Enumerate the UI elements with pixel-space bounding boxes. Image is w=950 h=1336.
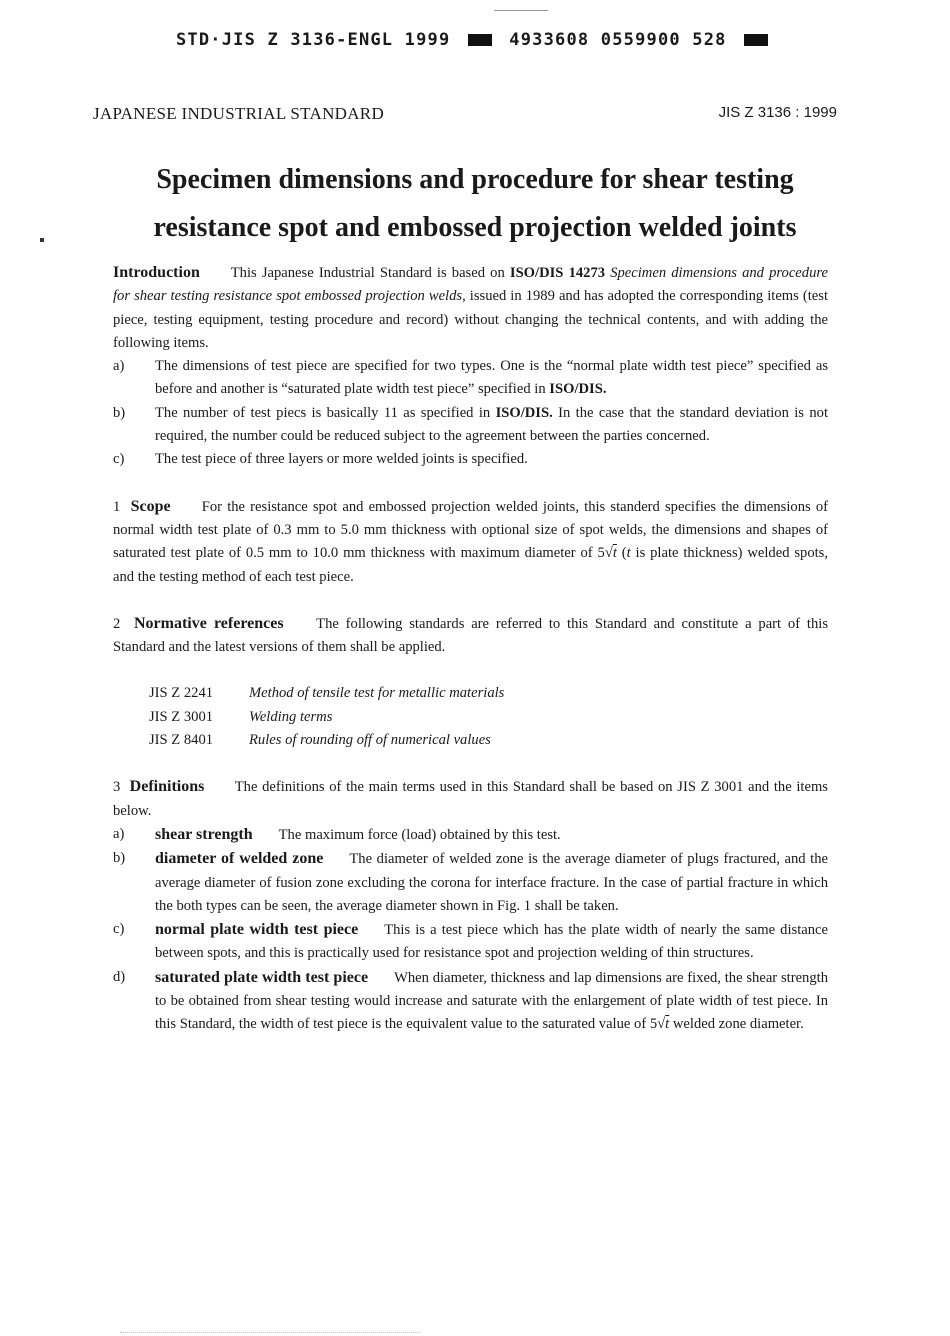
list-label: a) bbox=[113, 358, 125, 375]
sqrt-coef: 5 bbox=[649, 1016, 658, 1033]
list-item bbox=[113, 448, 828, 471]
definition-item bbox=[113, 847, 828, 918]
intro-heading: Introduction bbox=[113, 264, 200, 281]
definition-text bbox=[155, 847, 828, 918]
ref-code: JIS Z 8401 bbox=[149, 732, 214, 749]
definition-body: The diameter of welded zone is the average diameter of plugs fractured, and the average diameter of fusion zone excluding the corona for interface fracture. In the case of partial fracture in which the both types can be seen, the average diameter shown in Fig. 1 shall be taken. bbox=[155, 851, 829, 914]
ref-title: Rules of rounding off of numerical values bbox=[249, 732, 491, 749]
reference-item bbox=[149, 706, 828, 729]
intro-text: This Japanese Industrial Standard is based on bbox=[230, 265, 505, 281]
definition-text bbox=[155, 966, 828, 1037]
ref-code: JIS Z 2241 bbox=[149, 685, 214, 702]
list-text: The test piece of three layers or more welded joints is specified. bbox=[155, 451, 528, 468]
sqrt-var: t bbox=[665, 1016, 670, 1033]
document-stamp bbox=[0, 30, 950, 50]
list-label: b) bbox=[113, 404, 126, 421]
list-label: c) bbox=[113, 451, 125, 468]
sqrt-coef: 5 bbox=[597, 545, 605, 562]
list-label: c) bbox=[113, 921, 125, 938]
list-bold: ISO/DIS. bbox=[549, 381, 607, 398]
definitions-paragraph bbox=[113, 775, 828, 823]
top-rule bbox=[494, 10, 548, 11]
definition-body: When diameter, thickness and lap dimensions are fixed, the shear strength to be obtained from shear testing would increase and saturate with the enlargement of plate width of test piece. In this Standard, the width of test piece is the equivalent value to the saturated value of bbox=[155, 969, 828, 1033]
list-item bbox=[113, 355, 828, 402]
definition-item bbox=[113, 823, 828, 847]
normative-heading: Normative references bbox=[133, 614, 284, 632]
footer-rule bbox=[120, 1332, 420, 1334]
ref-title: Method of tensile test for metallic materials bbox=[249, 685, 505, 702]
header-standard-number: JIS Z 3136 : 1999 bbox=[718, 104, 837, 121]
document-body bbox=[113, 261, 828, 1037]
scope-text-2: is plate thickness) welded spots, and the testing method of each test piece. bbox=[113, 545, 829, 585]
stamp-number: 4933608 0559900 528 bbox=[509, 30, 727, 50]
header-standard-name: JAPANESE INDUSTRIAL STANDARD bbox=[93, 104, 385, 123]
definition-term: shear strength bbox=[155, 825, 253, 843]
definition-text bbox=[155, 823, 828, 847]
sqrt-expression: 5√t bbox=[597, 545, 617, 562]
definition-text bbox=[155, 918, 828, 966]
intro-iso-ref: ISO/DIS 14273 bbox=[509, 265, 606, 281]
normative-paragraph bbox=[113, 612, 828, 660]
definition-body: This is a test piece which has the plate width of nearly the same distance between spots, and this is practically used for resistance spot and projection welding of thin structures. bbox=[155, 922, 828, 962]
definition-term: normal plate width test piece bbox=[155, 921, 359, 939]
section-number: 3 bbox=[113, 779, 121, 796]
list-bold: ISO/DIS. bbox=[495, 404, 553, 421]
list-text-part: The dimensions of test piece are specified for two types. One is the “normal plate width test piece” specified as before and another is “saturated plate width test piece” specified in bbox=[155, 358, 828, 398]
definition-body: The maximum force (load) obtained by this test. bbox=[278, 826, 561, 843]
reference-item bbox=[149, 682, 828, 705]
intro-italic-title: Specimen dimensions and procedure for shear testing resistance spot embossed projection welds, bbox=[113, 265, 828, 305]
list-text-part: The number of test piecs is basically 11 as specified in bbox=[155, 404, 491, 421]
reference-list bbox=[113, 682, 828, 752]
stamp-block-icon bbox=[468, 34, 492, 46]
reference-item bbox=[149, 729, 828, 752]
list-label: a) bbox=[113, 825, 125, 842]
intro-text-2: issued in 1989 and has adopted the corresponding items (test piece, testing equipment, testing procedure and record) without changing the technical contents, and with adding the following items. bbox=[113, 288, 828, 351]
title-line-2: resistance spot and embossed projection welded joints bbox=[153, 212, 797, 243]
definition-item bbox=[113, 918, 828, 966]
list-text bbox=[155, 402, 828, 449]
list-text bbox=[155, 355, 828, 402]
var-t: t bbox=[626, 545, 631, 562]
list-label: d) bbox=[113, 968, 126, 985]
definition-body-2: welded zone diameter. bbox=[672, 1016, 804, 1033]
stamp-block-icon bbox=[744, 34, 768, 46]
scope-text: For the resistance spot and embossed projection welded joints, this standerd specifies the dimensions of normal width test plate of 0.3 mm to 5.0 mm thickness with optional size of spot welds, the dimensions and shapes of saturated test plate of 0.5 mm to 10.0 mm thickness with maximum diameter of bbox=[113, 498, 828, 562]
stamp-code: STD·JIS Z 3136-ENGL 1999 bbox=[175, 30, 451, 50]
normative-text: The following standards are referred to this Standard and constitute a part of this Standard and the latest versions of them shall be applied. bbox=[113, 615, 828, 656]
section-number: 2 bbox=[113, 615, 121, 632]
sqrt-expression: 5√t bbox=[649, 1016, 670, 1033]
title-line-1: Specimen dimensions and procedure for shear testing bbox=[156, 164, 794, 195]
paren: ( bbox=[621, 545, 627, 562]
scope-paragraph bbox=[113, 495, 828, 589]
definition-term: diameter of welded zone bbox=[155, 850, 324, 868]
list-text-part: In the case that the standard deviation is not required, the number could be reduced subject to the agreement between the parties concerned. bbox=[155, 404, 828, 445]
scope-heading: Scope bbox=[130, 497, 171, 515]
ref-title: Welding terms bbox=[249, 708, 333, 725]
section-number: 1 bbox=[113, 498, 121, 515]
list-label: b) bbox=[113, 850, 126, 867]
definition-item bbox=[113, 966, 828, 1037]
ref-code: JIS Z 3001 bbox=[149, 708, 214, 725]
definitions-heading: Definitions bbox=[129, 778, 205, 796]
sqrt-var: t bbox=[612, 545, 617, 562]
list-item bbox=[113, 402, 828, 449]
page-title bbox=[0, 156, 950, 252]
definition-term: saturated plate width test piece bbox=[155, 968, 369, 986]
definitions-text: The definitions of the main terms used in this Standard shall be based on JIS Z 3001 and the items below. bbox=[113, 779, 828, 819]
intro-paragraph bbox=[113, 261, 828, 355]
